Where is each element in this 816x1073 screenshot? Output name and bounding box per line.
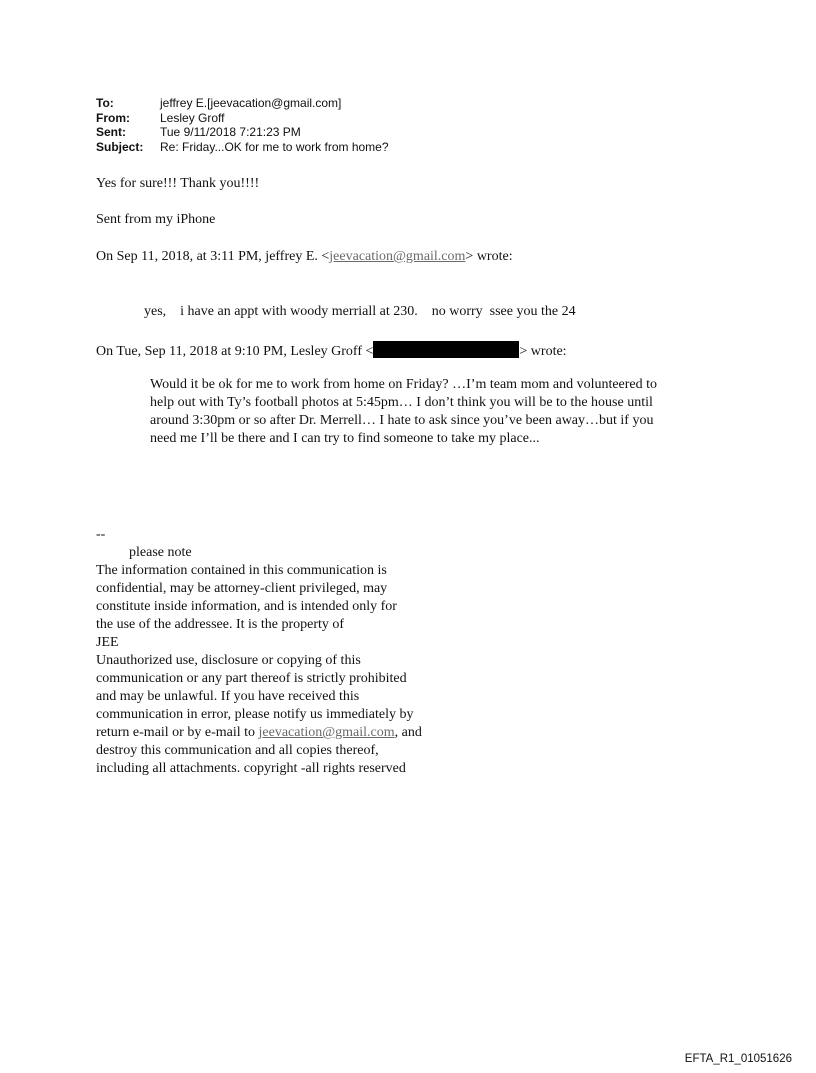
sent-label: Sent: bbox=[96, 125, 126, 139]
footer-note: please note bbox=[129, 545, 192, 560]
subject-value: Re: Friday...OK for me to work from home? bbox=[160, 139, 389, 154]
to-label: To: bbox=[96, 96, 114, 110]
from-value: Lesley Groff bbox=[160, 110, 225, 125]
footer-line: including all attachments. copyright -all rights reserved bbox=[96, 761, 406, 776]
to-value: jeffrey E.[jeevacation@gmail.com] bbox=[160, 96, 342, 110]
email-header bbox=[96, 96, 389, 154]
to-row bbox=[96, 96, 389, 111]
sent-row bbox=[96, 125, 389, 140]
quote-header-1-suffix: > wrote: bbox=[465, 249, 513, 264]
footer-line: communication in error, please notify us immediately by bbox=[96, 707, 414, 722]
redaction-bar bbox=[373, 341, 519, 358]
from-label: From: bbox=[96, 110, 130, 125]
footer-return-line bbox=[96, 724, 476, 742]
jeffrey-reply: yes, i have an appt with woody merriall at 230. no worry ssee you the 24 bbox=[144, 304, 576, 319]
footer-line: Unauthorized use, disclosure or copying of this bbox=[96, 653, 361, 668]
quote-header-1-prefix: On Sep 11, 2018, at 3:11 PM, jeffrey E. < bbox=[96, 249, 330, 264]
quote-header-2-suffix: > wrote: bbox=[519, 344, 567, 359]
footer-email-link[interactable]: jeevacation@gmail.com bbox=[258, 725, 395, 740]
footer-line: communication or any part thereof is strictly prohibited bbox=[96, 671, 407, 686]
from-row bbox=[96, 111, 389, 126]
footer-line: confidential, may be attorney-client privileged, may bbox=[96, 581, 388, 596]
document-id: EFTA_R1_01051626 bbox=[684, 1053, 792, 1065]
subject-row bbox=[96, 140, 389, 155]
reply-text: Yes for sure!!! Thank you!!!! bbox=[96, 176, 260, 191]
quote-header-1 bbox=[96, 248, 513, 266]
quote-header-2-prefix: On Tue, Sep 11, 2018 at 9:10 PM, Lesley Groff < bbox=[96, 344, 374, 359]
confidentiality-notice bbox=[96, 526, 476, 778]
quote-header-2 bbox=[96, 341, 567, 361]
email-link[interactable]: jeevacation@gmail.com bbox=[329, 249, 466, 264]
sent-value: Tue 9/11/2018 7:21:23 PM bbox=[160, 125, 301, 139]
footer-line: JEE bbox=[96, 635, 119, 650]
iphone-signature: Sent from my iPhone bbox=[96, 212, 216, 227]
footer-return-prefix: return e-mail or by e-mail to bbox=[96, 725, 259, 740]
footer-line: constitute inside information, and is intended only for bbox=[96, 599, 397, 614]
footer-line: the use of the addressee. It is the property of bbox=[96, 617, 345, 632]
original-message: Would it be ok for me to work from home on Friday? …I’m team mom and volunteered to help out with Ty’s football photos at 5:45pm… I don’t think you will be to the house until around 3:30pm or so after Dr. Merrell… I hate to ask since you’ve been away…but if you need me I’ll be there and I can try to find someone to take my place... bbox=[150, 377, 658, 446]
subject-label: Subject: bbox=[96, 139, 144, 154]
footer-line: destroy this communication and all copies thereof, bbox=[96, 743, 379, 758]
footer-line: and may be unlawful. If you have received this bbox=[96, 689, 360, 704]
footer-dashes: -- bbox=[96, 527, 106, 542]
footer-return-suffix: , and bbox=[394, 725, 422, 740]
footer-line: The information contained in this communication is bbox=[96, 563, 387, 578]
